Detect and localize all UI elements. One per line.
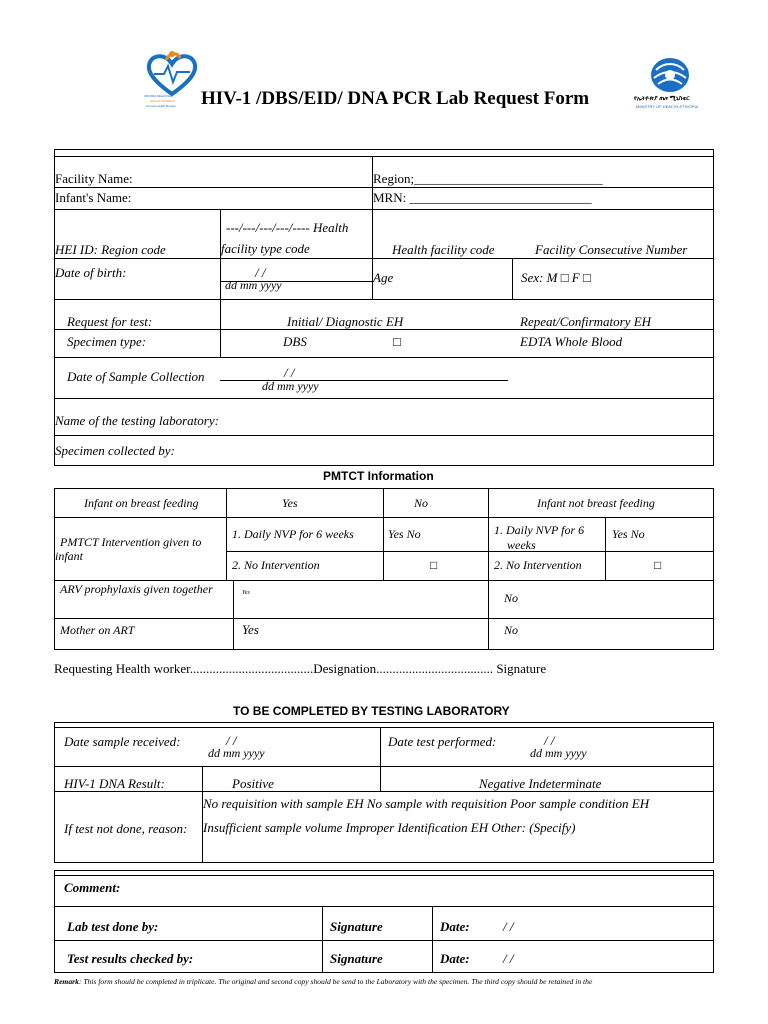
left-logo-line-1: OROMIA REGIONAL	[144, 94, 173, 98]
infant-name-label: Infant's Name:	[55, 190, 132, 205]
negative-indeterminate-option[interactable]: Negative Indeterminate	[479, 776, 602, 791]
dob-label: Date of birth:	[55, 265, 127, 280]
nvp-option-bf[interactable]: 1. Daily NVP for 6 weeks	[232, 527, 354, 541]
hf-type-code-label: facility type code	[221, 241, 310, 256]
checked-by-label: Test results checked by:	[67, 951, 194, 966]
comment-label: Comment:	[64, 880, 121, 895]
hf-code-label: Health facility code	[392, 242, 495, 257]
page-title: HIV-1 /DBS/EID/ DNA PCR Lab Request Form	[201, 88, 590, 109]
specimen-type-label: Specimen type:	[67, 334, 147, 349]
arv-yes-option[interactable]: Yes	[242, 590, 250, 596]
no-header: No	[414, 496, 429, 510]
dbs-option: DBS	[283, 334, 307, 349]
date-performed-label: Date test performed:	[388, 734, 497, 749]
request-for-test-label: Request for test:	[67, 314, 153, 329]
nvp-yes-no-bf[interactable]: Yes No	[388, 527, 421, 541]
not-done-reason-label: If test not done, reason:	[64, 821, 188, 836]
right-logo	[634, 56, 714, 116]
heart-logo-icon	[142, 48, 202, 98]
remark-note	[54, 977, 592, 986]
collected-by-label: Specimen collected by:	[55, 443, 175, 458]
remark-label: Remark	[54, 977, 79, 986]
dob-format: dd mm yyyy	[225, 278, 282, 292]
reasons-line-1[interactable]: No requisition with sample EH No sample with requisition Poor sample condition EH	[203, 796, 650, 811]
date-label-2: Date:	[440, 951, 470, 966]
requesting-health-worker-line[interactable]: Requesting Health worker......................................Designation.................................... Signature	[54, 661, 547, 676]
facility-consecutive-label: Facility Consecutive Number	[535, 242, 688, 257]
signature-label-1[interactable]: Signature	[330, 919, 383, 934]
edta-option[interactable]: EDTA Whole Blood	[520, 334, 623, 349]
sex-field[interactable]: Sex: M □ F □	[521, 270, 591, 285]
facility-name-label: Facility Name:	[55, 171, 133, 186]
signature-label-2[interactable]: Signature	[330, 951, 383, 966]
no-intervention-bf-checkbox[interactable]: □	[430, 558, 438, 572]
date-slashes-1[interactable]: / /	[503, 919, 514, 934]
pmtct-intervention-label-2: infant	[55, 549, 84, 563]
hiv-result-label: HIV-1 DNA Result:	[64, 776, 165, 791]
date-performed-format: dd mm yyyy	[530, 746, 587, 760]
remark-text: : This form should be completed in triplicate. The original and second copy should be send to the Laboratory with the specimen. The third copy should be retained in the	[78, 977, 593, 986]
no-intervention-bf[interactable]: 2. No Intervention	[232, 558, 320, 572]
no-intervention-nbf-checkbox[interactable]: □	[654, 558, 662, 572]
right-logo-line-2: MINISTRY OF HEALTH-ETHIOPIA	[636, 104, 699, 109]
sample-collection-label: Date of Sample Collection	[67, 369, 205, 384]
pmtct-intervention-label-1: PMTCT Intervention given to	[60, 535, 202, 549]
ministry-globe-icon	[648, 56, 692, 94]
positive-option[interactable]: Positive	[232, 776, 274, 791]
pmtct-heading: PMTCT Information	[323, 469, 434, 483]
right-logo-line-1: የኢትዮጵያ ጤና ሚኒስቴር	[634, 96, 690, 102]
left-logo-line-3: Oromia Health Bureau	[146, 104, 176, 108]
region-field[interactable]: Region;_____________________________	[373, 171, 603, 186]
initial-diagnostic-option[interactable]: Initial/ Diagnostic EH	[287, 314, 404, 329]
nvp-yes-no-nbf[interactable]: Yes No	[612, 527, 645, 541]
dob-slashes[interactable]: / /	[255, 265, 266, 280]
breast-feeding-header: Infant on breast feeding	[84, 496, 199, 510]
date-slashes-2[interactable]: / /	[503, 951, 514, 966]
testing-lab-label: Name of the testing laboratory:	[55, 413, 219, 428]
date-label-1: Date:	[440, 919, 470, 934]
date-received-slashes[interactable]: / /	[226, 733, 237, 748]
date-received-format: dd mm yyyy	[208, 746, 265, 760]
lab-test-done-label: Lab test done by:	[67, 919, 159, 934]
no-intervention-nbf[interactable]: 2. No Intervention	[494, 558, 582, 572]
arv-prophylaxis-label: ARV prophylaxis given together	[60, 582, 213, 596]
art-yes-option[interactable]: Yes	[242, 622, 259, 637]
sample-collection-slashes[interactable]: / /	[284, 365, 295, 380]
hei-id-label: HEI ID: Region code	[55, 242, 166, 257]
sample-collection-format: dd mm yyyy	[262, 379, 319, 393]
yes-header: Yes	[282, 496, 298, 510]
dbs-checkbox[interactable]: □	[393, 334, 401, 349]
nvp-option-nbf-1[interactable]: 1. Daily NVP for 6	[494, 523, 585, 537]
age-label: Age	[373, 270, 394, 285]
date-received-label: Date sample received:	[64, 734, 181, 749]
reasons-line-2[interactable]: Insufficient sample volume Improper Identification EH Other: (Specify)	[203, 820, 576, 835]
not-breast-feeding-header: Infant not breast feeding	[537, 496, 655, 510]
mrn-field[interactable]: MRN: ____________________________	[373, 190, 592, 205]
nvp-option-nbf-2: weeks	[507, 538, 536, 552]
arv-no-option[interactable]: No	[504, 591, 519, 605]
hf-type-dashes: ---/---/---/---/---- Health	[226, 220, 349, 235]
left-logo-line-2: HEALTH BUREAU	[150, 99, 175, 103]
repeat-confirmatory-option[interactable]: Repeat/Confirmatory EH	[520, 314, 652, 329]
mother-on-art-label: Mother on ART	[60, 623, 135, 637]
date-performed-slashes[interactable]: / /	[544, 733, 555, 748]
art-no-option[interactable]: No	[504, 623, 519, 637]
pmtct-table	[54, 488, 714, 650]
left-logo	[142, 48, 202, 110]
lab-section-heading: TO BE COMPLETED BY TESTING LABORATORY	[233, 704, 510, 718]
